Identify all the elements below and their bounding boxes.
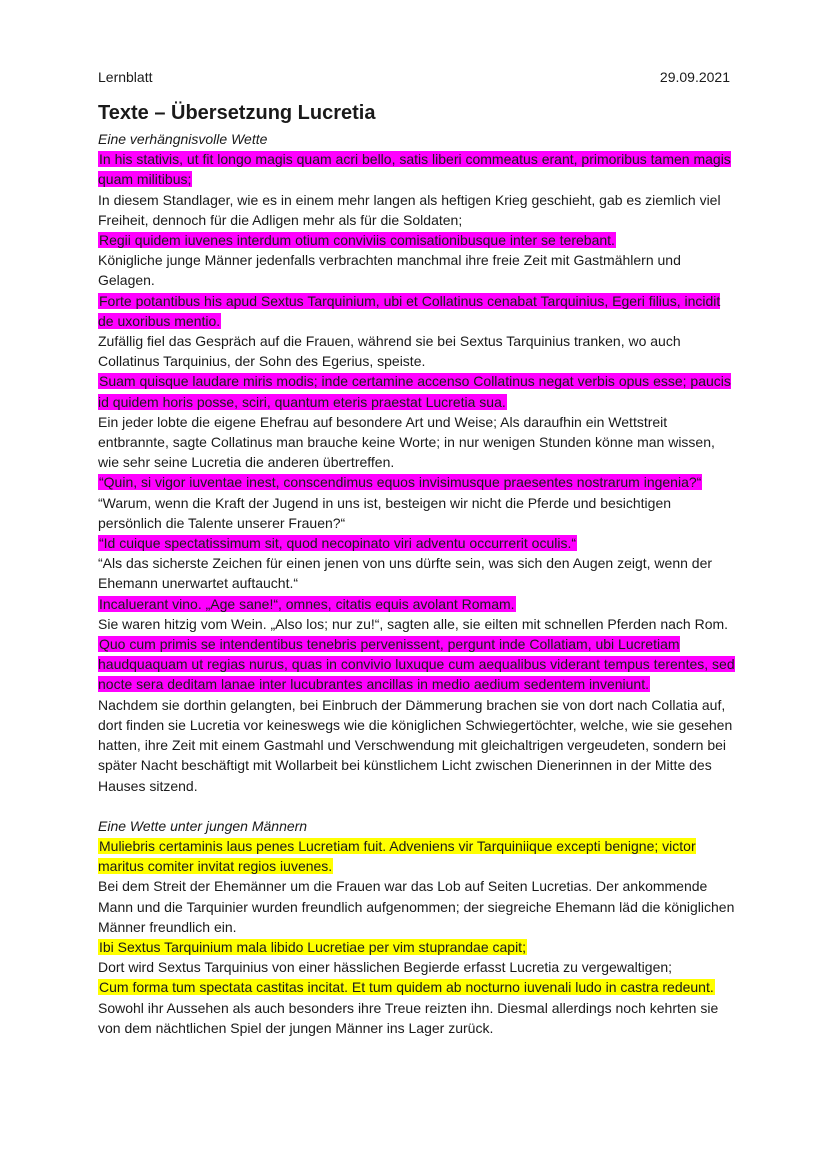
latin-highlight: Forte potantibus his apud Sextus Tarquinium, ubi et Collatinus cenabat Tarquinius, Egeri filius, incidit de uxoribus mentio. bbox=[98, 292, 721, 329]
latin-text bbox=[98, 836, 738, 876]
header-date: 29.09.2021 bbox=[659, 69, 730, 85]
document-body bbox=[98, 100, 738, 1038]
latin-highlight: “Quin, si vigor iuventae inest, conscendimus equos invisimusque praesentes nostrarum ingenia?“ bbox=[99, 474, 702, 491]
latin-text bbox=[98, 230, 738, 250]
german-translation: Sowohl ihr Aussehen als auch besonders ihre Treue reizten ihn. Diesmal allerdings noch kehrten sie von dem nächtlichen Spiel der jungen Männer ins Lager zurück. bbox=[98, 999, 719, 1036]
latin-text bbox=[98, 937, 738, 957]
section-1-subtitle: Eine verhängnisvolle Wette bbox=[98, 131, 268, 147]
latin-text bbox=[98, 371, 738, 411]
german-translation: Bei dem Streit der Ehemänner um die Frauen war das Lob auf Seiten Lucretias. Der ankommende Mann und die Tarquinier wurden freundlich aufgenommen; der siegreiche Ehemann läd die königlichen Männer freundlich ein. bbox=[98, 878, 735, 935]
latin-text bbox=[98, 149, 738, 189]
section-spacer bbox=[98, 796, 738, 816]
latin-highlight: Muliebris certaminis laus penes Lucretiam fuit. Adveniens vir Tarquiniique excepti benigne; victor maritus comiter invitat regios iuvenes. bbox=[98, 837, 696, 875]
german-translation: Ein jeder lobte die eigene Ehefrau auf besondere Art und Weise; Als daraufhin ein Wettstreit entbrannte, sagte Collatinus man brauche keine Worte; in nur wenigen Stunden könne man wissen, wie sehr seine Lucretia die anderen übertreffen. bbox=[98, 413, 715, 471]
german-translation: Zufällig fiel das Gespräch auf die Frauen, während sie bei Sextus Tarquinius tranken, wo auch Collatinus Tarquinius, der Sohn des Egerius, speiste. bbox=[98, 333, 681, 370]
latin-text bbox=[98, 291, 738, 331]
german-translation: Sie waren hitzig vom Wein. „Also los; nur zu!“, sagten alle, sie eilten mit schnellen Pferden nach Rom. bbox=[98, 615, 729, 632]
page-title: Texte – Übersetzung Lucretia bbox=[98, 102, 376, 124]
page-header bbox=[98, 68, 730, 86]
latin-highlight: Suam quisque laudare miris modis; inde certamine accenso Collatinus negat verbis opus esse; paucis id quidem horis posse, sciri, quantum eteris praestat Lucretia sua. bbox=[98, 373, 731, 410]
latin-highlight: Cum forma tum spectata castitas incitat. Et tum quidem ab nocturno iuvenali ludo in castra redeunt. bbox=[99, 979, 714, 996]
latin-highlight: “Id cuique spectatissimum sit, quod necopinato viri adventu occurrerit oculis.“ bbox=[99, 535, 576, 552]
german-translation: Nachdem sie dorthin gelangten, bei Einbruch der Dämmerung brachen sie von dort nach Collatia auf, dort finden sie Lucretia vor keineswegs wie die königlichen Schwiegertöchter, welche, wie sie gesehen hatten, ihre Zeit mit einem Gastmahl und Verschwendung mit gleichaltrigen vergeudeten, sondern bei später Nacht beschäftigt mit Wollarbeit bei künstlichem Licht zwischen Dienerinnen in der Mitte des Hauses sitzend. bbox=[98, 696, 733, 794]
latin-highlight: Ibi Sextus Tarquinium mala libido Lucretiae per vim stuprandae capit; bbox=[99, 938, 526, 955]
german-translation: “Warum, wenn die Kraft der Jugend in uns ist, besteigen wir nicht die Pferde und besichtigen persönlich die Talente unserer Frauen?“ bbox=[98, 494, 672, 531]
latin-highlight: Quo cum primis se intendentibus tenebris pervenissent, pergunt inde Collatiam, ubi Lucretiam haudquaquam ut regias nurus, quas in convivio luxuque cum aequalibus viderant tempus terentes, sed nocte sera deditam lanae inter lucubrantes ancillas in medio aedium sedentem inveniunt. bbox=[98, 636, 735, 693]
german-translation: Königliche junge Männer jedenfalls verbrachten manchmal ihre freie Zeit mit Gastmählern und Gelagen. bbox=[98, 252, 681, 289]
german-translation: In diesem Standlager, wie es in einem mehr langen als heftigen Krieg geschieht, gab es ziemlich viel Freiheit, dennoch für die Adligen mehr als für die Soldaten; bbox=[98, 191, 721, 228]
latin-text bbox=[98, 533, 738, 553]
section-1 bbox=[98, 129, 738, 796]
latin-highlight: Incaluerant vino. „Age sane!“, omnes, citatis equis avolant Romam. bbox=[99, 595, 515, 612]
german-translation: Dort wird Sextus Tarquinius von einer hässlichen Begierde erfasst Lucretia zu vergewaltigen; bbox=[98, 959, 673, 976]
section-2 bbox=[98, 816, 738, 1038]
header-label: Lernblatt bbox=[98, 69, 153, 85]
german-translation: “Als das sicherste Zeichen für einen jenen von uns dürfte sein, was sich den Augen zeigt, wenn der Ehemann unerwartet auftaucht.“ bbox=[98, 555, 713, 592]
section-2-subtitle: Eine Wette unter jungen Männern bbox=[98, 817, 308, 834]
latin-highlight: In his stativis, ut fit longo magis quam acri bello, satis liberi commeatus erant, primoribus tamen magis quam militibus; bbox=[98, 151, 731, 188]
latin-text bbox=[98, 634, 738, 695]
latin-highlight: Regii quidem iuvenes interdum otium conviviis comisationibusque inter se terebant. bbox=[99, 232, 615, 249]
latin-text bbox=[98, 977, 738, 997]
latin-text bbox=[98, 594, 738, 614]
latin-text bbox=[98, 472, 738, 492]
